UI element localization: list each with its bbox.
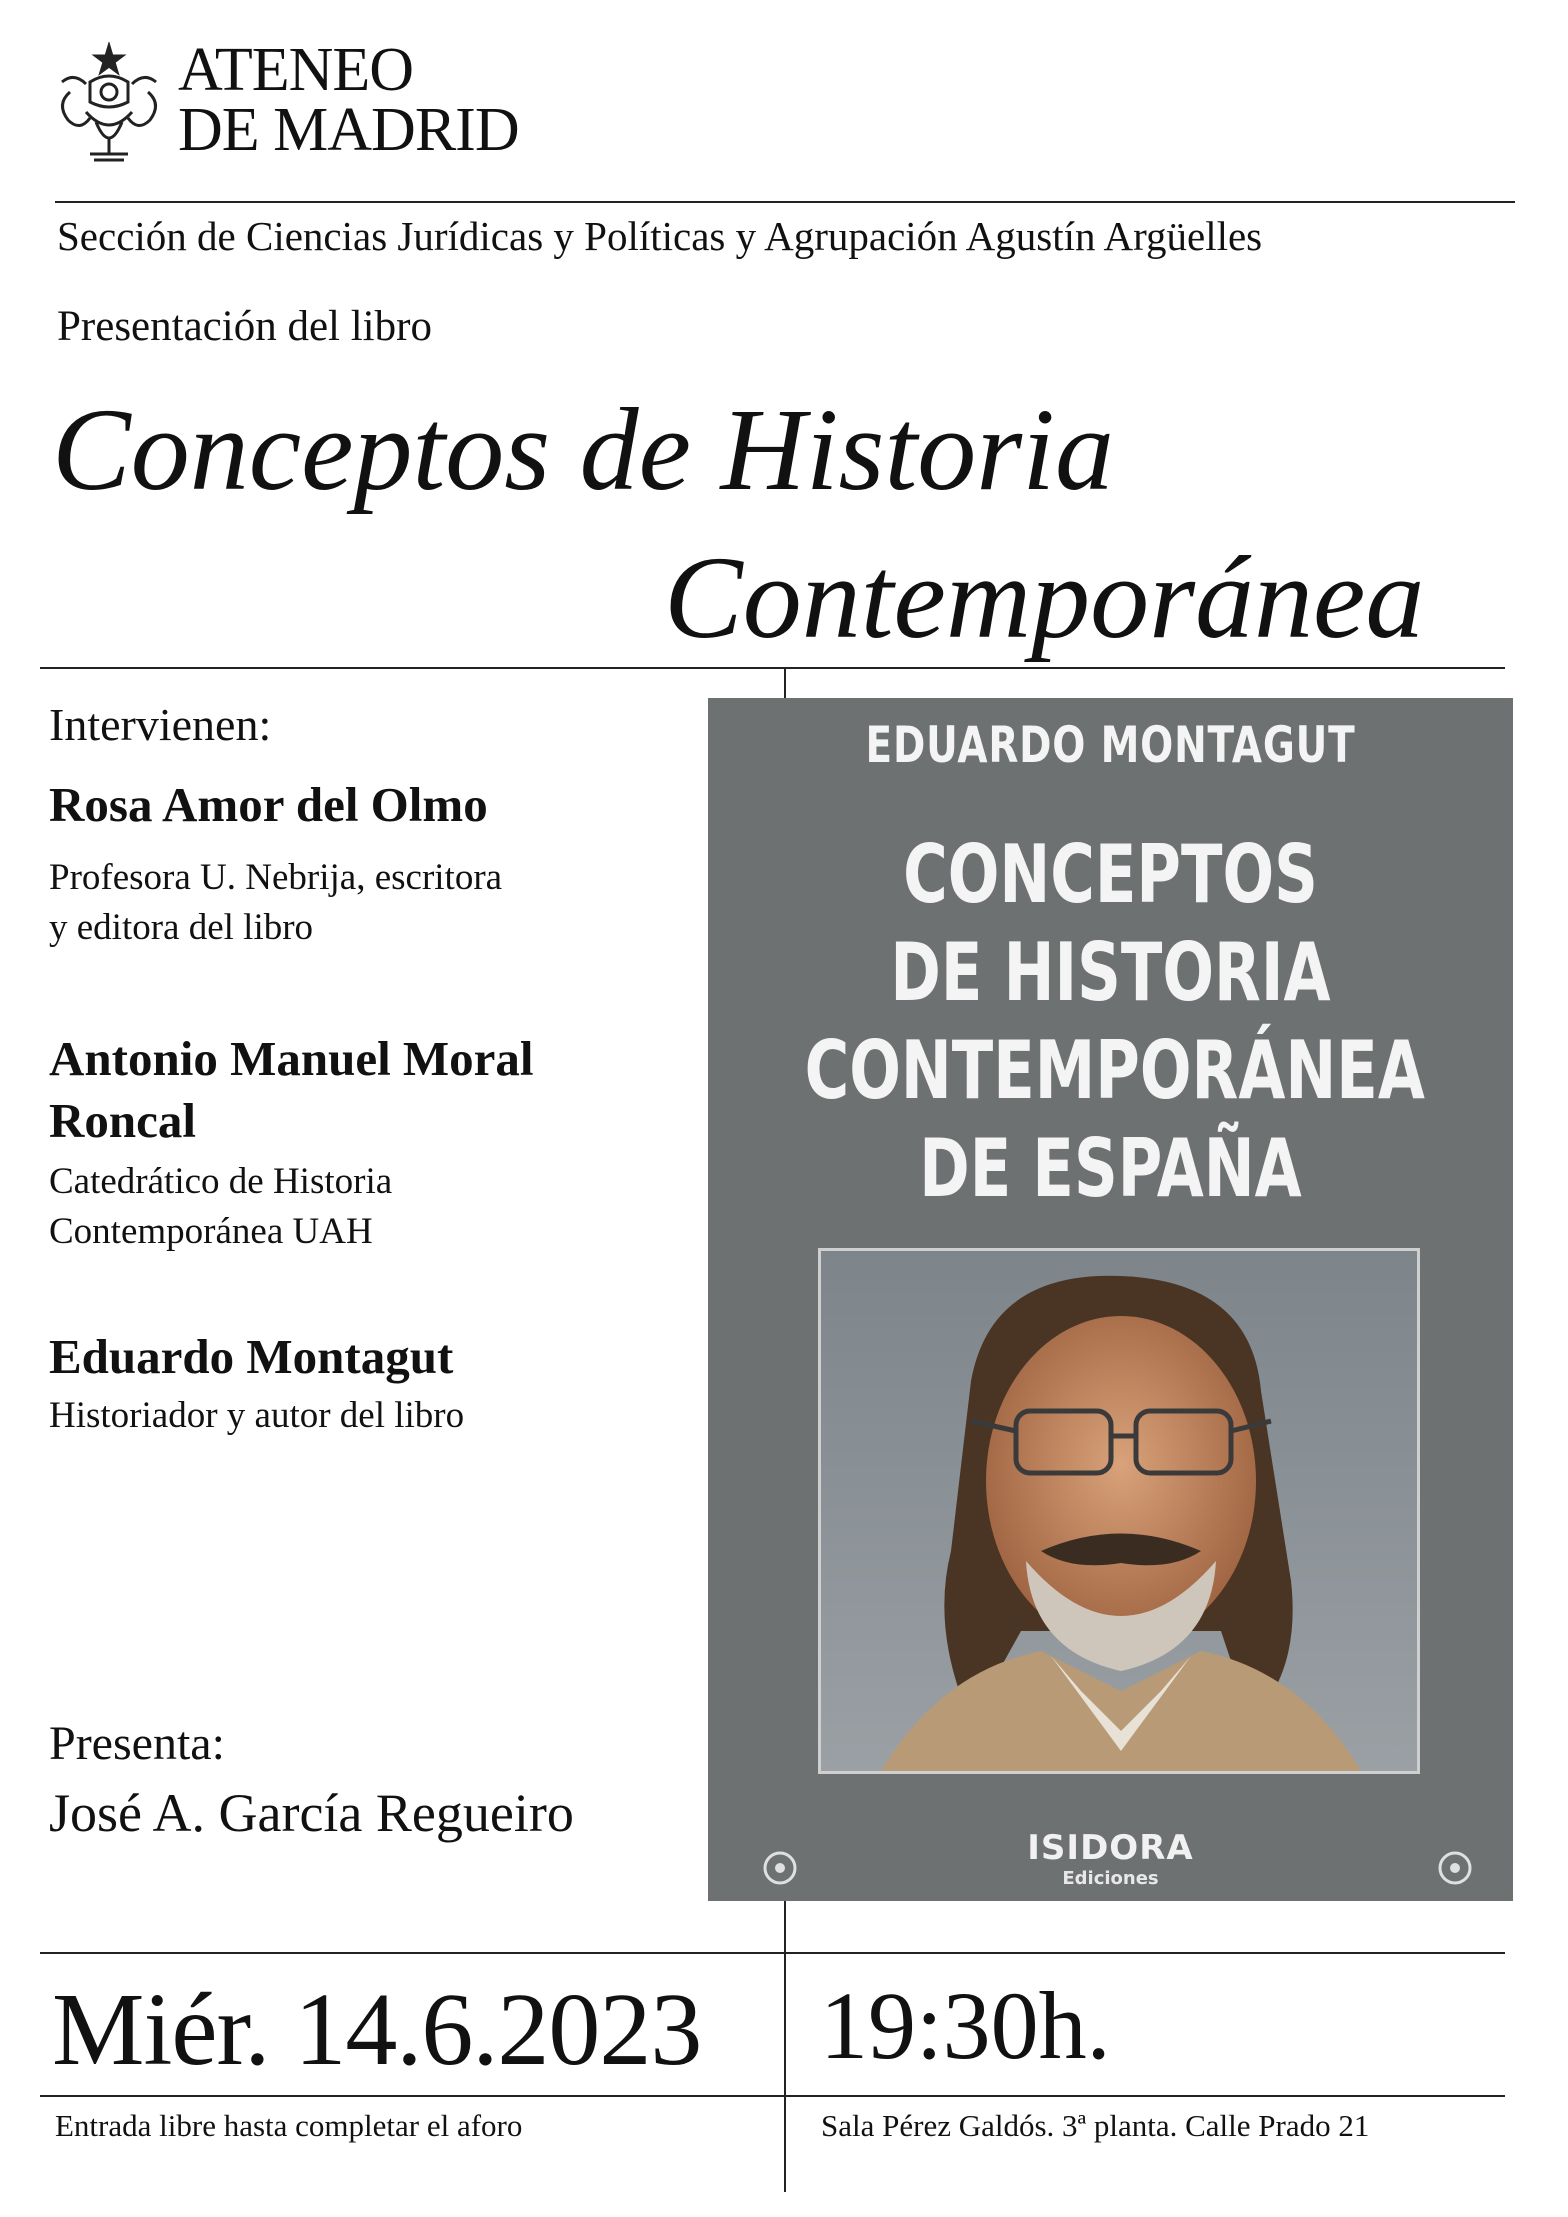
speaker-role [49,853,502,953]
publisher-ornament-icon [1435,1848,1475,1888]
footer-top-divider [40,1952,1505,1954]
speaker-role-line: Catedrático de Historia [49,1161,393,1202]
cover-title-line: CONCEPTOS [903,828,1318,921]
book-title-line-1: Conceptos de Historia [52,384,1114,515]
book-cover-image [708,698,1513,1901]
presenter-label: Presenta: [49,1717,225,1770]
cover-title-line: DE HISTORIA [890,926,1331,1019]
section-name: Sección de Ciencias Jurídicas y Políticas y Agrupación Agustín Argüelles [57,213,1263,259]
presenter-name: José A. García Regueiro [49,1783,574,1843]
speaker-role-line: Profesora U. Nebrija, escritora [49,857,503,898]
cover-author: EDUARDO MONTAGUT [865,716,1356,774]
speaker-name-continued: Roncal [49,1093,196,1148]
speaker-role-line: Historiador y autor del libro [49,1395,465,1436]
organization-line-2: DE MADRID [178,96,519,164]
ateneo-crest-logo [50,42,168,170]
presentation-label: Presentación del libro [57,303,432,350]
cover-title-line: DE ESPAÑA [919,1122,1302,1215]
speaker-name: Eduardo Montagut [49,1329,454,1384]
cover-publisher: ISIDORA [1027,1828,1194,1868]
event-time: 19:30h. [820,1972,1111,2079]
cover-publisher-sub: Ediciones [1062,1868,1159,1889]
event-venue: Sala Pérez Galdós. 3ª planta. Calle Prado 21 [821,2108,1370,2143]
author-portrait [818,1248,1420,1774]
header-divider [55,201,1515,203]
title-divider [40,667,1505,669]
speaker-role [49,1391,464,1441]
event-date: Miér. 14.6.2023 [52,1972,702,2087]
cover-title [804,826,1425,1218]
speaker-role-line: Contemporánea UAH [49,1211,373,1252]
cover-title-line: CONTEMPORÁNEA [804,1024,1425,1117]
organization-line-1: ATENEO [178,36,414,104]
speaker-role-line: y editora del libro [49,907,314,948]
book-title-line-2: Contemporánea [664,532,1425,663]
organization-name [178,36,519,164]
entry-note: Entrada libre hasta completar el aforo [55,2108,523,2143]
speaker-role [49,1157,392,1257]
speaker-name: Antonio Manuel Moral [49,1031,534,1086]
speaker-name: Rosa Amor del Olmo [49,777,488,832]
footer-bottom-divider [40,2095,1505,2097]
speakers-intro: Intervienen: [49,699,272,750]
